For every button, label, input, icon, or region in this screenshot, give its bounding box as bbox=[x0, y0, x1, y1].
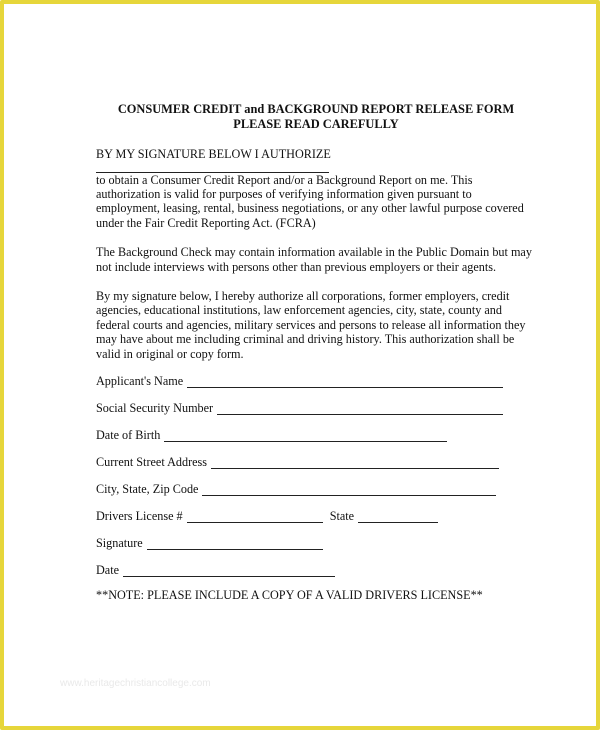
street-address-line[interactable] bbox=[211, 457, 499, 469]
dob-label: Date of Birth bbox=[96, 428, 161, 443]
street-address-label: Current Street Address bbox=[96, 455, 208, 470]
city-state-zip-label: City, State, Zip Code bbox=[96, 482, 199, 497]
applicant-name-field bbox=[96, 374, 536, 388]
street-address-field bbox=[96, 455, 536, 469]
drivers-license-field bbox=[96, 509, 536, 523]
background-check-paragraph: The Background Check may contain information available in the Public Domain but may not include interviews with persons other than previous employers or their agents. bbox=[96, 245, 532, 274]
ssn-line[interactable] bbox=[217, 403, 503, 415]
dob-field bbox=[96, 428, 536, 442]
site-watermark: www.heritagechristiancollege.com bbox=[60, 678, 211, 689]
date-line[interactable] bbox=[123, 565, 335, 577]
applicant-name-label: Applicant's Name bbox=[96, 374, 184, 389]
state-line[interactable] bbox=[358, 511, 438, 523]
release-paragraph: By my signature below, I hereby authorize all corporations, former employers, credit agencies, educational institutions, law enforcement agencies, city, state, county and federal courts and agencies, military services and persons to release all information they may have about me including criminal and driving history. This authorization shall be valid in original or copy form. bbox=[96, 289, 526, 361]
state-label: State bbox=[329, 509, 355, 524]
signature-field bbox=[96, 536, 536, 550]
authorize-name-line[interactable] bbox=[96, 162, 329, 173]
signature-line[interactable] bbox=[147, 538, 323, 550]
authorize-heading: BY MY SIGNATURE BELOW I AUTHORIZE bbox=[96, 147, 331, 162]
form-subtitle: PLEASE READ CAREFULLY bbox=[233, 116, 399, 131]
drivers-license-note: **NOTE: PLEASE INCLUDE A COPY OF A VALID DRIVERS LICENSE** bbox=[96, 588, 483, 602]
release-form-page bbox=[96, 102, 536, 602]
drivers-license-line[interactable] bbox=[187, 511, 323, 523]
form-title: CONSUMER CREDIT and BACKGROUND REPORT RELEASE FORM bbox=[117, 102, 515, 116]
date-label: Date bbox=[96, 563, 120, 578]
date-field bbox=[96, 563, 536, 577]
signature-label: Signature bbox=[96, 536, 143, 551]
drivers-license-label: Drivers License # bbox=[96, 509, 183, 524]
city-state-zip-field bbox=[96, 482, 536, 496]
applicant-name-line[interactable] bbox=[187, 376, 503, 388]
authorization-paragraph: to obtain a Consumer Credit Report and/or a Background Report on me. This authorization is valid for purposes of verifying information given pursuant to employment, leasing, rental, business negotiations, or any other lawful purpose covered under the Fair Credit Reporting Act. (FCRA) bbox=[96, 172, 524, 230]
dob-line[interactable] bbox=[164, 430, 447, 442]
city-state-zip-line[interactable] bbox=[202, 484, 496, 496]
ssn-label: Social Security Number bbox=[96, 401, 214, 416]
ssn-field bbox=[96, 401, 536, 415]
